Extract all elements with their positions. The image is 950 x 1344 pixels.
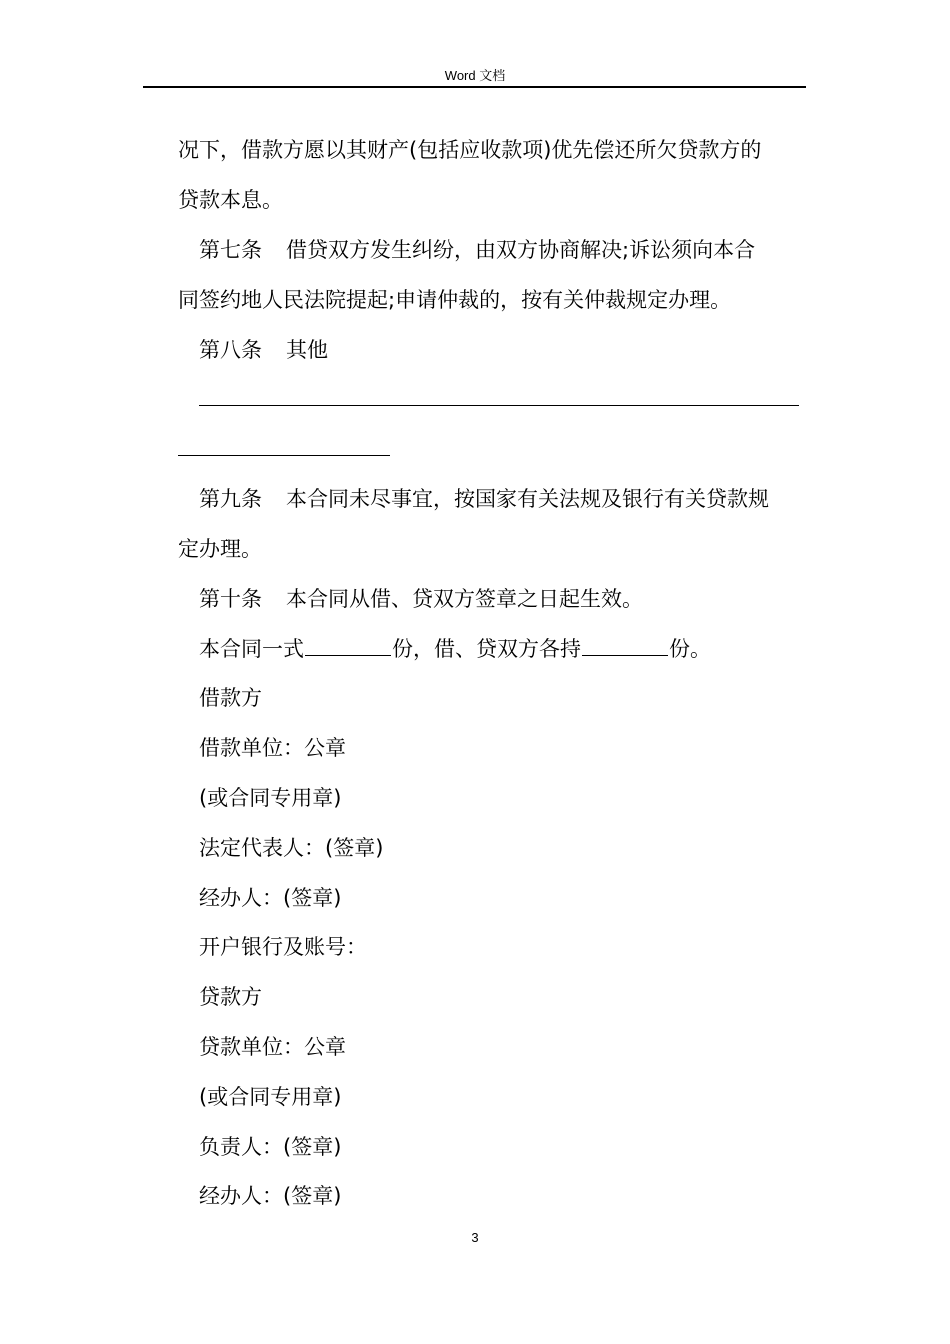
borrower-unit: 借款单位：公章 bbox=[199, 736, 346, 760]
fill-in-line-2 bbox=[178, 455, 390, 456]
article-9-label: 第九条 bbox=[199, 487, 262, 511]
borrower-representative: 法定代表人：(签章) bbox=[199, 836, 384, 860]
fill-in-line-1 bbox=[199, 405, 799, 406]
borrower-bank: 开户银行及账号： bbox=[199, 935, 367, 959]
copies-text-c: 份。 bbox=[669, 637, 711, 661]
lender-unit: 贷款单位：公章 bbox=[199, 1035, 346, 1059]
copies-text-a: 本合同一式 bbox=[199, 637, 304, 661]
lender-seal: (或合同专用章) bbox=[199, 1085, 342, 1109]
article-10-text: 本合同从借、贷双方签章之日起生效。 bbox=[286, 587, 643, 611]
borrower-seal: (或合同专用章) bbox=[199, 786, 342, 810]
article-8-text: 其他 bbox=[286, 338, 328, 362]
borrower-heading: 借款方 bbox=[199, 686, 262, 710]
article-7-text: 借贷双方发生纠纷，由双方协商解决;诉讼须向本合 bbox=[286, 238, 756, 262]
header-rule bbox=[143, 86, 806, 88]
paragraph-line: 贷款本息。 bbox=[178, 188, 283, 212]
article-7-line-1 bbox=[199, 236, 755, 264]
article-9-line-1 bbox=[199, 485, 769, 513]
paragraph-line: 况下，借款方愿以其财产(包括应收款项)优先偿还所欠贷款方的 bbox=[178, 138, 762, 162]
article-7-line-2: 同签约地人民法院提起;申请仲裁的，按有关仲裁规定办理。 bbox=[178, 288, 732, 312]
lender-heading: 贷款方 bbox=[199, 985, 262, 1009]
article-8-label: 第八条 bbox=[199, 338, 262, 362]
page-header-title: Word 文档 bbox=[444, 68, 506, 83]
lender-agent: 经办人：(签章) bbox=[199, 1184, 342, 1208]
lender-head: 负责人：(签章) bbox=[199, 1135, 342, 1159]
page-number: 3 bbox=[471, 1230, 479, 1245]
article-7-label: 第七条 bbox=[199, 238, 262, 262]
article-10-line bbox=[199, 585, 643, 613]
borrower-agent: 经办人：(签章) bbox=[199, 886, 342, 910]
copies-blank-2 bbox=[582, 635, 668, 656]
copies-blank-1 bbox=[305, 635, 391, 656]
article-10-label: 第十条 bbox=[199, 587, 262, 611]
article-9-text: 本合同未尽事宜，按国家有关法规及银行有关贷款规 bbox=[286, 487, 769, 511]
copies-text-b: 份，借、贷双方各持 bbox=[392, 637, 581, 661]
copies-line bbox=[199, 635, 711, 663]
article-8-line bbox=[199, 336, 328, 364]
article-9-line-2: 定办理。 bbox=[178, 537, 262, 561]
